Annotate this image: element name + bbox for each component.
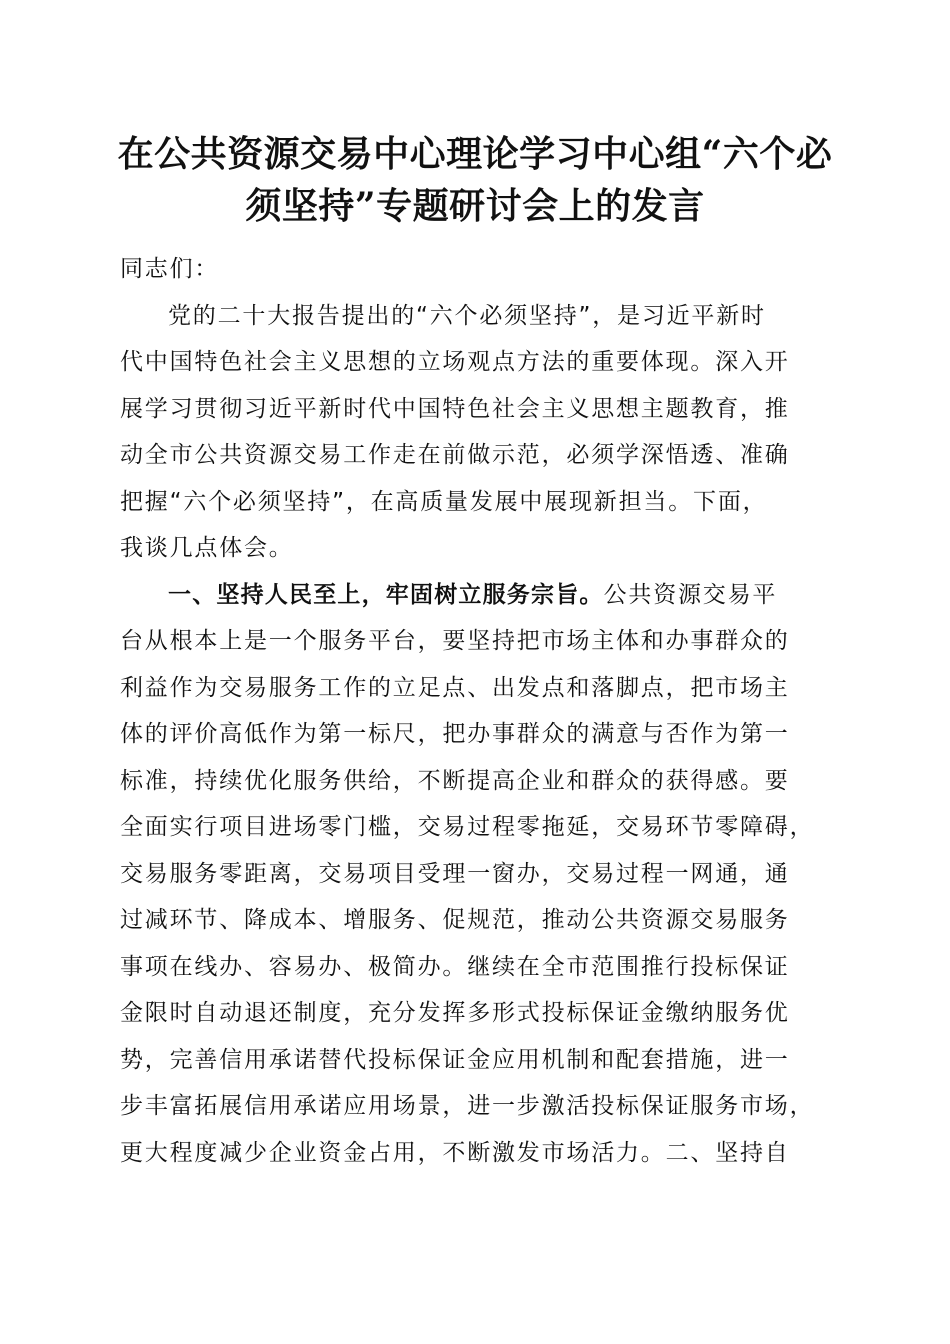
text-line: 势，完善信用承诺替代投标保证金应用机制和配套措施，进一 <box>120 1046 790 1073</box>
text-line: 把握“六个必须坚持”，在高质量发展中展现新担当。下面， <box>120 488 768 515</box>
text-line: 展学习贯彻习近平新时代中国特色社会主义思想主题教育，推 <box>120 395 790 422</box>
text-line <box>120 572 832 619</box>
text-line: 代中国特色社会主义思想的立场观点方法的重要体现。深入开 <box>120 349 790 375</box>
text-line: 事项在线办、容易办、极简办。继续在全市范围推行投标保证 <box>120 953 790 980</box>
text-line: 党的二十大报告提出的“六个必须坚持”，是习近平新时 <box>168 302 766 329</box>
text-line: 步丰富拓展信用承诺应用场景，进一步激活投标保证服务市场， <box>120 1093 815 1119</box>
title-line-1: 在公共资源交易中心理论学习中心组“六个必 <box>117 133 833 175</box>
text-line: 过减环节、降成本、增服务、促规范，推动公共资源交易服务 <box>120 907 790 933</box>
text-line: 金限时自动退还制度，充分发挥多形式投标保证金缴纳服务优 <box>120 1000 790 1026</box>
section-text: 公共资源交易平 <box>603 581 778 608</box>
section-heading: 一、坚持人民至上，牢固树立服务宗旨。 <box>168 581 604 608</box>
text-line: 动全市公共资源交易工作走在前做示范，必须学深悟透、准确 <box>120 442 790 468</box>
text-line: 更大程度减少企业资金占用，不断激发市场活力。二、坚持自 <box>120 1139 790 1166</box>
paragraph-1 <box>120 293 832 572</box>
document-body <box>120 246 832 1176</box>
text-line: 交易服务零距离，交易项目受理一窗办，交易过程一网通，通 <box>120 860 790 887</box>
text-line: 我谈几点体会。 <box>120 535 294 561</box>
text-line: 体的评价高低作为第一标尺，把办事群众的满意与否作为第一 <box>120 721 790 747</box>
text-line: 全面实行项目进场零门槛，交易过程零拖延，交易环节零障碍， <box>120 814 815 840</box>
paragraph-2 <box>120 572 832 1177</box>
text-line: 利益作为交易服务工作的立足点、出发点和落脚点，把市场主 <box>120 674 790 701</box>
document-title <box>100 128 850 232</box>
title-line-2: 须坚持”专题研讨会上的发言 <box>245 185 705 227</box>
text-line: 标准，持续优化服务供给，不断提高企业和群众的获得感。要 <box>120 767 790 794</box>
salutation: 同志们： <box>120 256 220 282</box>
text-line: 台从根本上是一个服务平台，要坚持把市场主体和办事群众的 <box>120 628 790 654</box>
